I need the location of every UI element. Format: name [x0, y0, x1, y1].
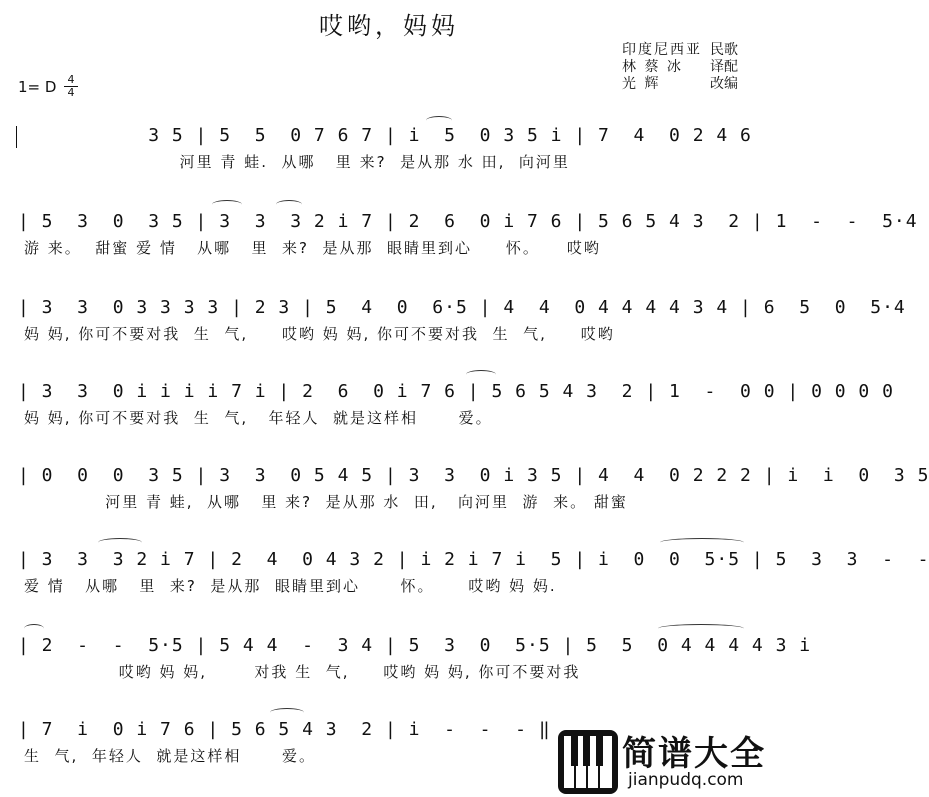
score-system-7	[0, 634, 812, 708]
lyrics-line: 妈 妈, 你可不要对我 生 气, 年轻人 就是这样相 爱。	[24, 409, 493, 427]
slur-mark	[212, 200, 242, 209]
credit-role: 改编	[710, 76, 738, 92]
credit-name: 印度尼西亚	[622, 42, 702, 58]
piano-keys-icon	[556, 726, 620, 797]
credit-translator	[622, 59, 738, 76]
slur-mark	[426, 116, 452, 125]
watermark-title: 简谱大全	[622, 734, 766, 774]
key-signature: 1= D	[18, 78, 57, 96]
credit-role: 民歌	[710, 42, 738, 58]
score-system-1	[0, 124, 778, 198]
lyrics-line: 妈 妈, 你可不要对我 生 气, 哎哟 妈 妈, 你可不要对我 生 气, 哎哟	[24, 325, 615, 343]
time-signature	[64, 74, 78, 99]
slur-mark	[24, 624, 44, 633]
time-signature-bottom: 4	[67, 86, 75, 99]
notation-line: 3 5 | 5 5 0 7 6 7 | i 5 0 3 5 i | 7 4 0 2 4 6	[18, 125, 752, 146]
lyrics-line: 河里 青 蛙, 从哪 里 来? 是从那 水 田, 向河里 游 来。 甜蜜	[24, 493, 628, 511]
score-system-5	[0, 464, 929, 538]
watermark-logo	[556, 726, 778, 797]
slur-mark	[98, 538, 142, 547]
slur-mark	[270, 708, 304, 717]
lyrics-line: 游 来。 甜蜜 爱 情 从哪 里 来? 是从那 眼睛里到心 怀。 哎哟	[24, 239, 601, 257]
notation-line: | 0 0 0 3 5 | 3 3 0 5 4 5 | 3 3 0 i 3 5 | 4 4 0 2 2 2 | i i 0 3 5	[18, 465, 929, 486]
slur-mark	[660, 538, 744, 547]
notation-line: | 3 3 0 i i i i 7 i | 2 6 0 i 7 6 | 5 6 5 4 3 2 | 1 - 0 0 | 0 0 0 0	[18, 381, 894, 402]
notation-line: | 5 3 0 3 5 | 3 3 3 2 i 7 | 2 6 0 i 7 6 | 5 6 5 4 3 2 | 1 - - 5·4	[18, 211, 918, 232]
lyrics-line: 生 气, 年轻人 就是这样相 爱。	[24, 747, 316, 765]
score-system-3	[0, 296, 906, 370]
credits	[622, 42, 738, 93]
score-system-6	[0, 548, 929, 622]
score-system-4	[0, 380, 894, 454]
credit-name: 林 蔡 冰	[622, 59, 683, 75]
lyrics-line: 河里 青 蛙. 从哪 里 来? 是从那 水 田, 向河里	[24, 153, 570, 171]
score-system-2	[0, 210, 918, 284]
notation-line: | 7 i 0 i 7 6 | 5 6 5 4 3 2 | i - - - ‖	[18, 719, 551, 740]
notation-line: | 3 3 3 2 i 7 | 2 4 0 4 3 2 | i 2 i 7 i 5 | i 0 0 5·5 | 5 3 3 - -	[18, 549, 929, 570]
slur-mark	[658, 624, 744, 633]
song-title: 哎哟，妈妈	[319, 12, 459, 40]
notation-line: | 2 - - 5·5 | 5 4 4 - 3 4 | 5 3 0 5·5 | 5 5 0 4 4 4 4 3 i	[18, 635, 812, 656]
credit-role: 译配	[710, 59, 738, 75]
notation-line: | 3 3 0 3 3 3 3 | 2 3 | 5 4 0 6·5 | 4 4 0 4 4 4 4 3 4 | 6 5 0 5·4	[18, 297, 906, 318]
slur-mark	[466, 370, 496, 379]
credit-origin	[622, 42, 738, 59]
time-signature-top: 4	[67, 73, 75, 86]
lyrics-line: 哎哟 妈 妈, 对我 生 气, 哎哟 妈 妈, 你可不要对我	[24, 663, 581, 681]
watermark-url: jianpudq.com	[628, 770, 744, 790]
slur-mark	[276, 200, 302, 209]
barline	[16, 126, 17, 148]
credit-arranger	[622, 76, 738, 93]
lyrics-line: 爱 情 从哪 里 来? 是从那 眼睛里到心 怀。 哎哟 妈 妈.	[24, 577, 557, 595]
credit-name: 光 辉	[622, 76, 661, 92]
